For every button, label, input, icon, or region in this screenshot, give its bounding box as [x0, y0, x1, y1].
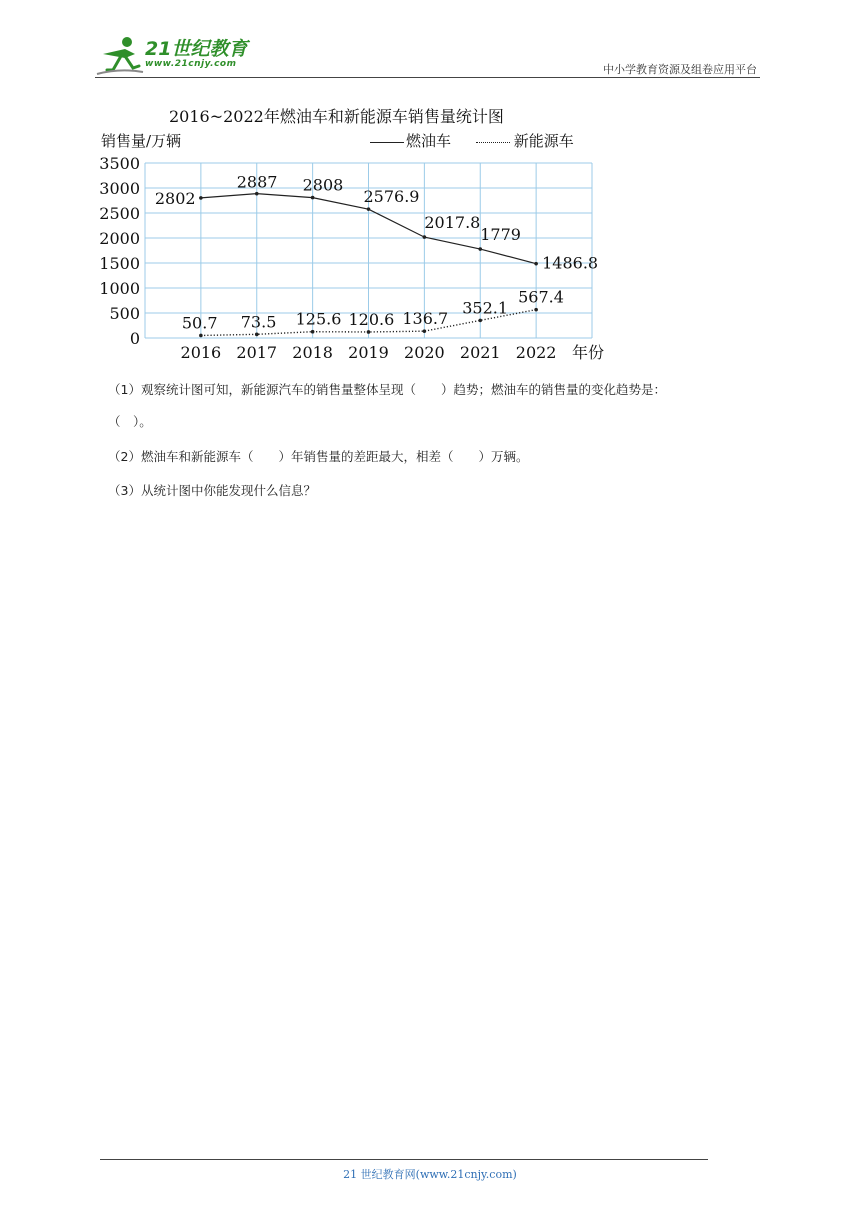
- data-label: 2802: [154, 188, 196, 208]
- header-divider: [95, 77, 760, 78]
- x-tick-label: 2019: [348, 343, 389, 362]
- data-label: 1779: [480, 225, 521, 245]
- data-point: [534, 262, 538, 266]
- x-tick-label: 2018: [292, 343, 333, 362]
- y-tick-label: 2500: [99, 204, 140, 223]
- data-point: [367, 330, 371, 334]
- x-tick-label: 2016: [180, 343, 222, 362]
- data-point: [534, 308, 538, 312]
- data-label: 567.4: [518, 287, 564, 307]
- data-label: 136.7: [402, 309, 449, 329]
- y-tick-label: 3000: [99, 179, 140, 198]
- logo-text: 21世纪教育: [145, 38, 248, 60]
- data-point: [423, 329, 427, 333]
- data-point: [423, 235, 427, 239]
- x-axis-label: 年份: [572, 343, 605, 362]
- data-point: [367, 207, 371, 211]
- legend-solid-swatch: [370, 142, 404, 143]
- question-2: （2）燃油车和新能源车（ ）年销售量的差距最大，相差（ ）万辆。: [108, 449, 529, 464]
- y-tick-label: 500: [109, 304, 140, 323]
- data-label: 352.1: [462, 298, 509, 318]
- legend-item-ev: [476, 130, 574, 151]
- legend-dotted-swatch: [476, 142, 510, 143]
- data-point: [478, 319, 482, 323]
- data-point: [311, 196, 315, 200]
- x-tick-label: 2021: [459, 343, 501, 362]
- data-point: [478, 247, 482, 251]
- y-tick-label: 2000: [99, 229, 140, 248]
- chart-legend: [370, 130, 594, 151]
- data-point: [199, 196, 203, 200]
- y-axis-label: 销售量/万辆: [101, 132, 182, 150]
- data-label: 50.7: [181, 313, 218, 333]
- y-tick-label: 3500: [99, 154, 140, 173]
- x-tick-label: 2017: [236, 343, 278, 362]
- data-label: 2808: [302, 175, 344, 195]
- page-header: [95, 30, 760, 80]
- data-point: [311, 330, 315, 334]
- logo-url: www.21cnjy.com: [145, 59, 237, 69]
- data-point: [255, 333, 259, 337]
- legend-label-fuel: 燃油车: [406, 132, 452, 150]
- data-point: [255, 192, 259, 196]
- question-1: （1）观察统计图可知，新能源汽车的销售量整体呈现（ ）趋势；燃油车的销售量的变化趋势是：: [108, 382, 666, 397]
- chart-title: 2016~2022年燃油车和新能源车销售量统计图: [169, 107, 504, 126]
- legend-label-ev: 新能源车: [513, 132, 574, 150]
- question-3: （3）从统计图中你能发现什么信息？: [108, 483, 316, 498]
- platform-name: 中小学教育资源及组卷应用平台: [603, 63, 757, 76]
- data-label: 1486.8: [542, 253, 599, 273]
- legend-item-fuel: [370, 130, 451, 151]
- data-label: 73.5: [240, 312, 277, 332]
- data-label: 120.6: [348, 309, 395, 329]
- y-tick-label: 1500: [99, 254, 140, 273]
- y-tick-label: 1000: [99, 279, 140, 298]
- footer-divider: [100, 1159, 708, 1160]
- question-1-continued: （ ）。: [108, 414, 152, 429]
- x-tick-label: 2022: [515, 343, 557, 362]
- y-tick-label: 0: [129, 329, 140, 348]
- data-point: [199, 334, 203, 338]
- x-tick-label: 2020: [404, 343, 445, 362]
- data-label: 2576.9: [363, 187, 420, 207]
- data-label: 2017.8: [424, 213, 481, 233]
- sales-chart: [95, 98, 625, 368]
- data-label: 2887: [236, 172, 278, 192]
- data-label: 125.6: [295, 309, 342, 329]
- footer-text: 21 世纪教育网(www.21cnjy.com): [343, 1168, 517, 1181]
